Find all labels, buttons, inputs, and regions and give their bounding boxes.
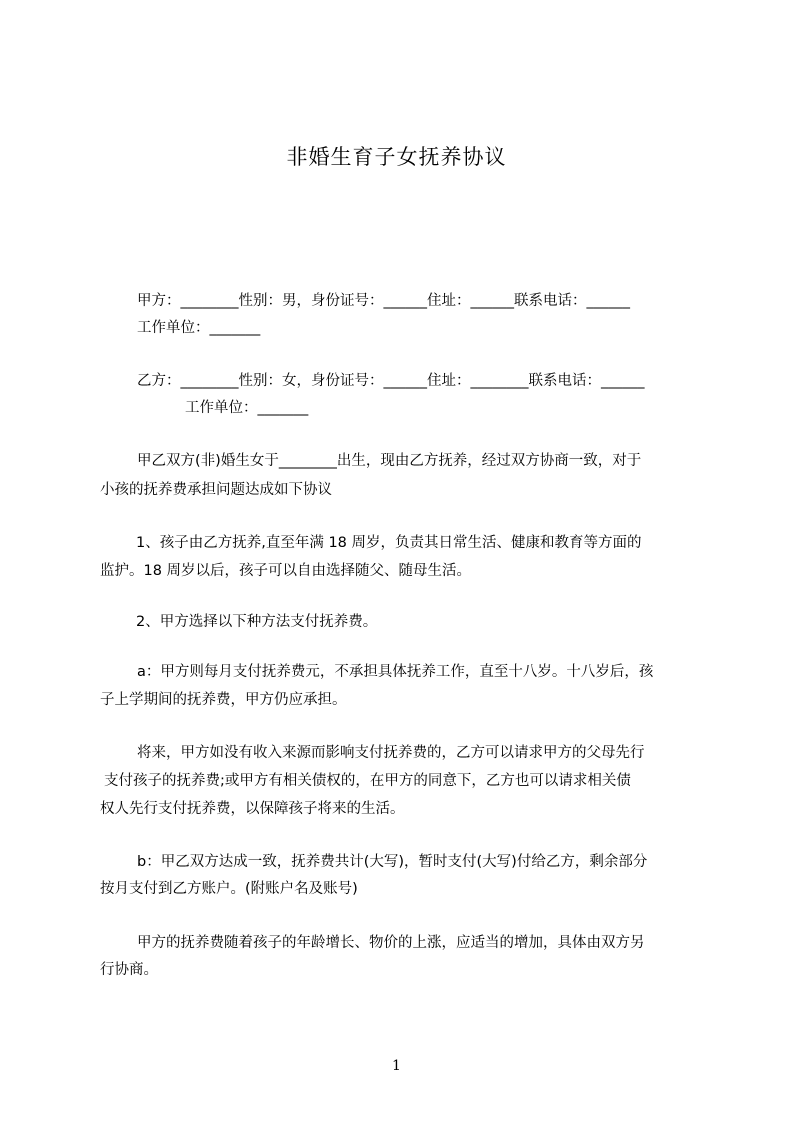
intro-line-1: 甲乙双方(非)婚生女于________出生，现由乙方抚养，经过双方协商一致，对于 (137, 453, 642, 469)
option-a-line-2: 子上学期间的抚养费，甲方仍应承担。 (100, 692, 347, 708)
document-title: 非婚生育子女抚养协议 (286, 145, 507, 169)
future-line-1: 将来，甲方如没有收入来源而影响支付抚养费的，乙方可以请求甲方的父母先行 (137, 745, 645, 761)
option-b-line-2: 按月支付到乙方账户。(附账户名及账号) (100, 881, 358, 897)
clause-1-line-1: 1、孩子由乙方抚养,直至年满 18 周岁，负责其日常生活、健康和教育等方面的 (136, 535, 642, 551)
option-b-line-1: b：甲乙双方达成一致，抚养费共计(大写)，暂时支付(大写)付给乙方，剩余部分 (137, 854, 648, 870)
clause-1-line-2: 监护。18 周岁以后，孩子可以自由选择随父、随母生活。 (100, 563, 472, 579)
clause-2-line-1: 2、甲方选择以下种方法支付抚养费。 (136, 614, 378, 630)
increase-line-2: 行协商。 (100, 962, 158, 978)
party-a-line-1: 甲方：________性别：男，身份证号：______住址：______联系电话：______ (137, 293, 630, 309)
party-b-line-2: 工作单位：_______ (185, 400, 309, 416)
intro-line-2: 小孩的抚养费承担问题达成如下协议 (100, 482, 332, 498)
page-number: 1 (392, 1058, 401, 1074)
increase-line-1: 甲方的抚养费随着孩子的年龄增长、物价的上涨，应适当的增加，具体由双方另 (137, 935, 645, 951)
future-line-2: 支付孩子的抚养费;或甲方有相关债权的，在甲方的同意下，乙方也可以请求相关债 (104, 773, 631, 789)
party-a-line-2: 工作单位：_______ (137, 320, 261, 336)
option-a-line-1: a：甲方则每月支付抚养费元，不承担具体抚养工作，直至十八岁。十八岁后，孩 (137, 664, 654, 680)
future-line-3: 权人先行支付抚养费，以保障孩子将来的生活。 (100, 801, 405, 817)
party-b-line-1: 乙方：________性别：女，身份证号：______住址：________联系电话：______ (137, 373, 645, 389)
